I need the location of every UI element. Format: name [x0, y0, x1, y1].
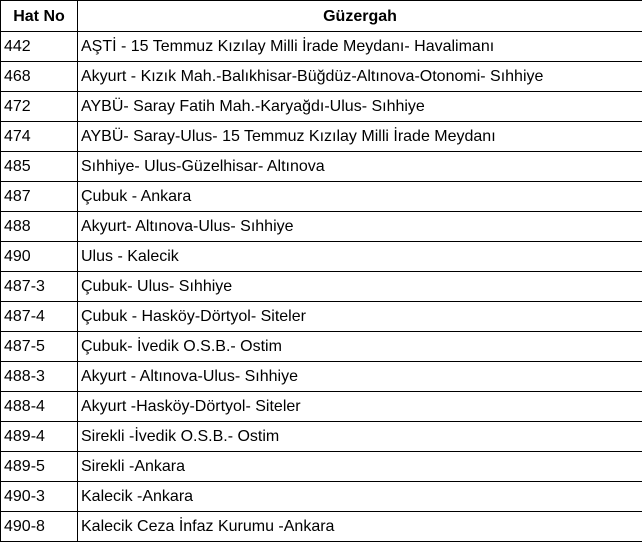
- line-number-cell: 488-3: [1, 362, 78, 392]
- line-number-cell: 490: [1, 242, 78, 272]
- line-number-cell: 487-4: [1, 302, 78, 332]
- route-cell: Çubuk - Hasköy-Dörtyol- Siteler: [78, 302, 642, 332]
- route-cell: AYBÜ- Saray-Ulus- 15 Temmuz Kızılay Milli İrade Meydanı: [78, 122, 642, 152]
- route-cell: Kalecik Ceza İnfaz Kurumu -Ankara: [78, 512, 642, 542]
- table-row: [1, 302, 642, 332]
- table-row: [1, 332, 642, 362]
- table-row: [1, 32, 642, 62]
- route-cell: Çubuk- İvedik O.S.B.- Ostim: [78, 332, 642, 362]
- route-cell: Akyurt - Altınova-Ulus- Sıhhiye: [78, 362, 642, 392]
- route-cell: Sıhhiye- Ulus-Güzelhisar- Altınova: [78, 152, 642, 182]
- line-number-cell: 485: [1, 152, 78, 182]
- column-header-route: Güzergah: [78, 1, 642, 32]
- line-number-cell: 474: [1, 122, 78, 152]
- route-cell: Akyurt- Altınova-Ulus- Sıhhiye: [78, 212, 642, 242]
- route-cell: Çubuk- Ulus- Sıhhiye: [78, 272, 642, 302]
- table-row: [1, 242, 642, 272]
- line-number-cell: 488-4: [1, 392, 78, 422]
- line-number-cell: 488: [1, 212, 78, 242]
- route-cell: Akyurt -Hasköy-Dörtyol- Siteler: [78, 392, 642, 422]
- header-row: [1, 1, 642, 32]
- table-row: [1, 482, 642, 512]
- column-header-line-no: Hat No: [1, 1, 78, 32]
- route-cell: Sirekli -Ankara: [78, 452, 642, 482]
- table-row: [1, 392, 642, 422]
- line-number-cell: 490-3: [1, 482, 78, 512]
- table-row: [1, 62, 642, 92]
- table-row: [1, 122, 642, 152]
- table-row: [1, 212, 642, 242]
- table-row: [1, 422, 642, 452]
- line-number-cell: 489-5: [1, 452, 78, 482]
- line-number-cell: 490-8: [1, 512, 78, 542]
- route-cell: AYBÜ- Saray Fatih Mah.-Karyağdı-Ulus- Sıhhiye: [78, 92, 642, 122]
- route-cell: Kalecik -Ankara: [78, 482, 642, 512]
- table-body: [1, 32, 642, 542]
- line-number-cell: 487-3: [1, 272, 78, 302]
- line-number-cell: 487-5: [1, 332, 78, 362]
- line-number-cell: 472: [1, 92, 78, 122]
- table-row: [1, 152, 642, 182]
- route-cell: Sirekli -İvedik O.S.B.- Ostim: [78, 422, 642, 452]
- table-row: [1, 182, 642, 212]
- line-number-cell: 487: [1, 182, 78, 212]
- table-row: [1, 362, 642, 392]
- table-row: [1, 512, 642, 542]
- table-row: [1, 272, 642, 302]
- route-cell: AŞTİ - 15 Temmuz Kızılay Milli İrade Meydanı- Havalimanı: [78, 32, 642, 62]
- table-row: [1, 92, 642, 122]
- line-number-cell: 468: [1, 62, 78, 92]
- table-row: [1, 452, 642, 482]
- line-number-cell: 489-4: [1, 422, 78, 452]
- route-cell: Akyurt - Kızık Mah.-Balıkhisar-Büğdüz-Altınova-Otonomi- Sıhhiye: [78, 62, 642, 92]
- line-number-cell: 442: [1, 32, 78, 62]
- route-cell: Ulus - Kalecik: [78, 242, 642, 272]
- route-cell: Çubuk - Ankara: [78, 182, 642, 212]
